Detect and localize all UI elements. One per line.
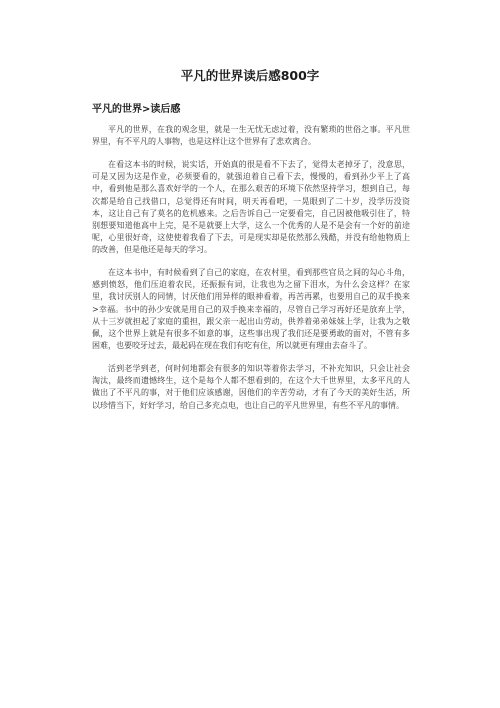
article-body (92, 124, 410, 422)
paragraph-4: 活到老学到老，何时何地都会有很多的知识等着你去学习，不补充知识，只会让社会淘汰，最终而遗憾终生，这个是每个人都不想看到的，在这个大千世界里，太多平凡的人做出了不平凡的事，对于他们应该感谢，因他们的辛苦劳动，才有了今天的美好生活，所以珍惜当下，好好学习，给自己多充点电，也让自己的平凡世界里，有些不平凡的事情。 (92, 363, 410, 410)
page-subtitle: 平凡的世界>读后感 (92, 104, 181, 115)
paragraph-2: 在看这本书的时候，说实话，开始真的很是看不下去了，觉得太老掉牙了，没意思，可是又因为这是作业，必须要看的，就强迫着自己看下去，慢慢的，看到孙少平上了高中，看到他是那么喜欢好学的一个人，在那么艰苦的环境下依然坚持学习，想到自己，每次都是给自己找借口，总觉得还有时间，明天再看吧，一晃眼到了二十岁，没学历没资本，这让自己有了莫名的危机感来。之后告诉自己一定要看完，自己因被他吸引住了，特别想要知道他高中上完，是不是就要上大学，这么一个优秀的人是不是会有一个好的前途呢，心里很好奇，这使使着我看了下去，可是现实却是依然那么残酷，并没有给他物质上的改善，但是他还是每天的学习。 (92, 159, 410, 255)
paragraph-1: 平凡的世界，在我的观念里，就是一生无忧无虑过着，没有繁琐的世俗之事。平凡世界里，有不平凡的人事物，也是这样让这个世界有了悲欢离合。 (92, 125, 410, 147)
page-title: 平凡的世界读后感800字 (180, 68, 320, 83)
paragraph-3: 在这本书中，有时候看到了自己的家庭，在农村里，看到那些官员之间的勾心斗角，感到愤怒，他们压迫着农民，还振振有词，让我也为之留下泪水，为什么会这样？在家里，我讨厌别人的同情，讨厌他们用异样的眼神看着，再苦再累，也要用自己的双手换来>幸福。书中的孙少安就是用自己的双手换来幸福的，尽管自己学习再好还是放弃上学，从十三岁就担起了家庭的重担，跟父亲一起出山劳动，供养着弟弟妹妹上学，让我为之敬佩，这个世界上就是有很多不如意的事，这些事出现了我们还是要勇敢的面对，不管有多困难，也要咬牙过去，最起码在现在我们有吃有住，所以就更有理由去奋斗了。 (92, 268, 410, 351)
